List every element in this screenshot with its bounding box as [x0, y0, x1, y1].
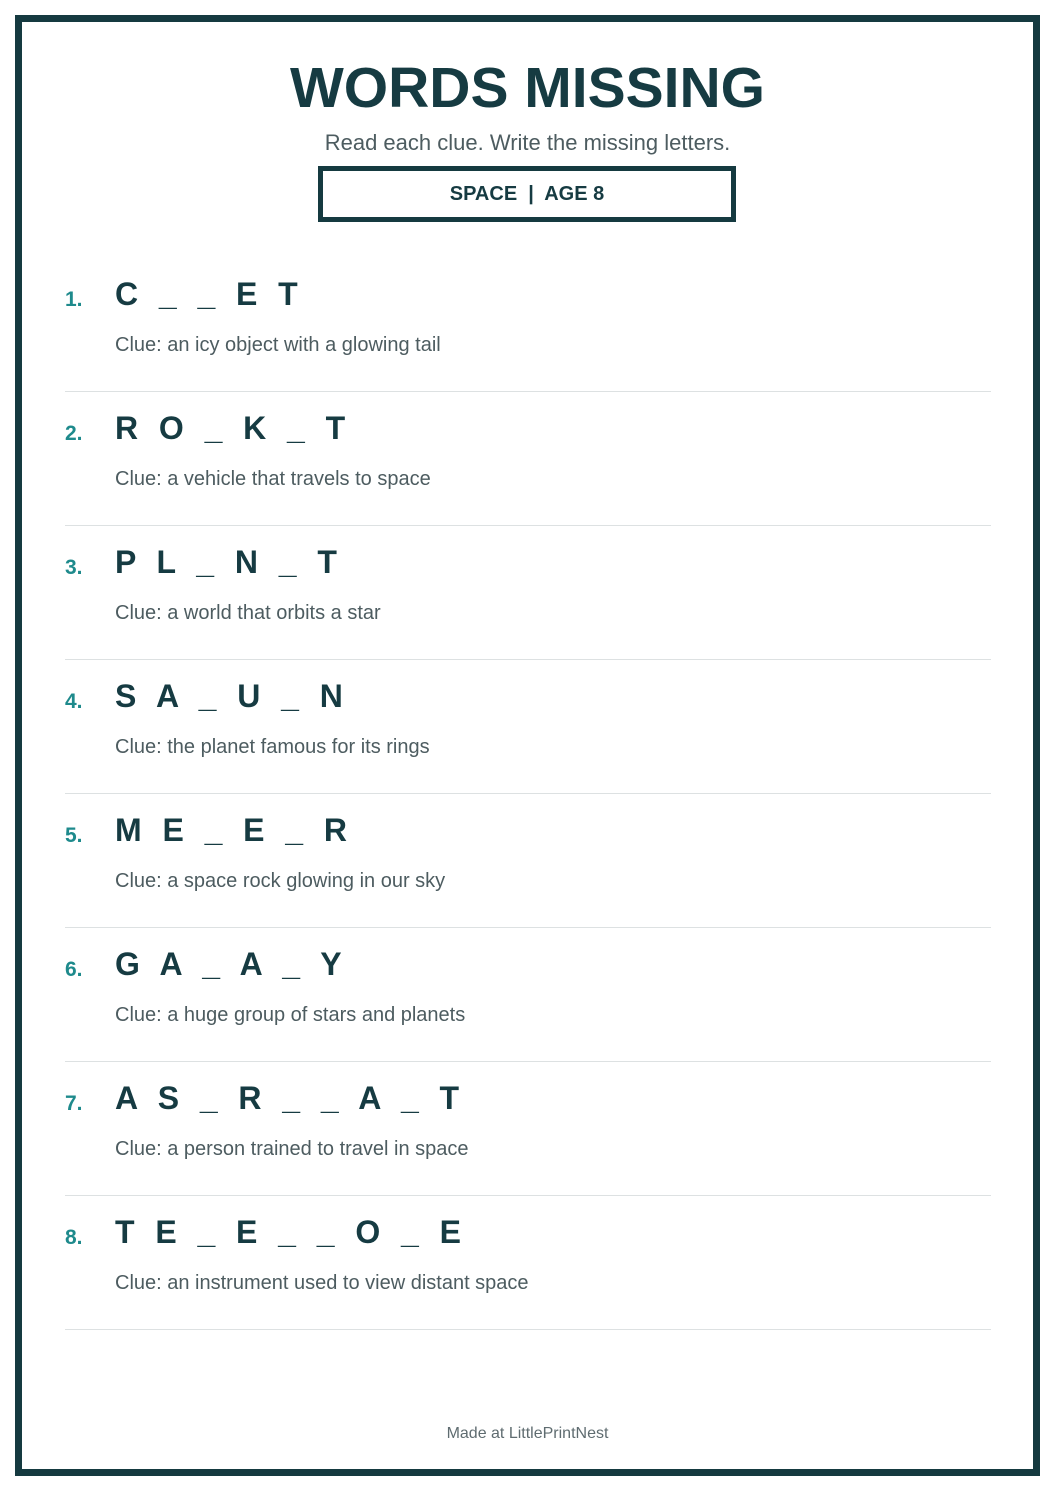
missing-letters-word: A S _ R _ _ A _ T [115, 1080, 461, 1116]
item-number: 6. [65, 958, 83, 981]
puzzle-item-4 [65, 660, 991, 794]
item-number: 5. [65, 824, 83, 847]
missing-letters-word: T E _ E _ _ O _ E [115, 1214, 462, 1250]
item-number: 3. [65, 556, 83, 579]
clue-text: Clue: a huge group of stars and planets [115, 1004, 466, 1026]
clue-text: Clue: an instrument used to view distant space [115, 1272, 529, 1294]
puzzle-list [65, 258, 991, 1330]
item-number: 8. [65, 1226, 83, 1249]
missing-letters-word: M E _ E _ R [115, 812, 348, 848]
missing-letters-word: S A _ U _ N [115, 678, 344, 714]
clue-text: Clue: an icy object with a glowing tail [115, 334, 441, 356]
item-number: 1. [65, 288, 83, 311]
puzzle-item-8 [65, 1196, 991, 1330]
clue-text: Clue: the planet famous for its rings [115, 736, 430, 758]
missing-letters-word: G A _ A _ Y [115, 946, 343, 982]
instructions: Read each clue. Write the missing letters. [324, 130, 731, 155]
clue-text: Clue: a person trained to travel in space [115, 1138, 469, 1160]
missing-letters-word: R O _ K _ T [115, 410, 347, 446]
item-number: 2. [65, 422, 83, 445]
puzzle-item-1 [65, 258, 991, 392]
puzzle-item-3 [65, 526, 991, 660]
missing-letters-word: P L _ N _ T [115, 544, 338, 580]
item-number: 7. [65, 1092, 83, 1115]
missing-letters-word: C _ _ E T [115, 276, 299, 312]
clue-text: Clue: a vehicle that travels to space [115, 468, 431, 490]
puzzle-item-5 [65, 794, 991, 928]
page-frame [15, 15, 1040, 1476]
topic-age-badge: SPACE | AGE 8 [318, 166, 736, 222]
footer-credit: Made at LittlePrintNest [446, 1425, 609, 1442]
clue-text: Clue: a space rock glowing in our sky [115, 870, 446, 892]
clue-text: Clue: a world that orbits a star [115, 602, 381, 624]
puzzle-item-7 [65, 1062, 991, 1196]
page-title: WORDS MISSING [289, 56, 765, 120]
puzzle-item-6 [65, 928, 991, 1062]
puzzle-item-2 [65, 392, 991, 526]
item-number: 4. [65, 690, 83, 713]
